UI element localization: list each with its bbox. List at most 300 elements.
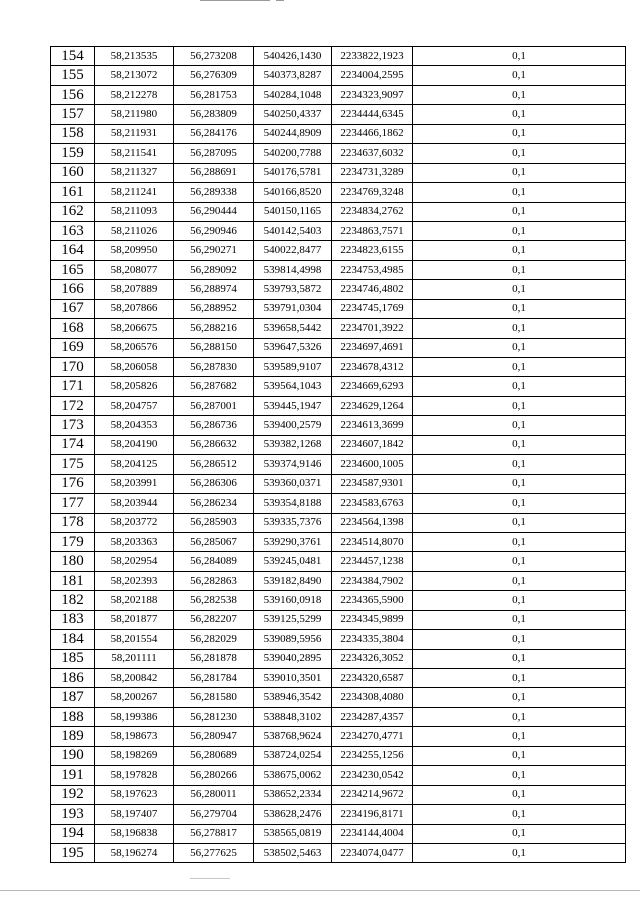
cell-y-coordinate: 2234753,4985	[332, 260, 413, 279]
cell-x-coordinate: 540250,4337	[254, 105, 332, 124]
cell-latitude: 58,203363	[95, 532, 174, 551]
cell-latitude: 58,204353	[95, 416, 174, 435]
cell-longitude: 56,286306	[174, 474, 254, 493]
cell-accuracy: 0,1	[413, 163, 626, 182]
cell-point-number: 191	[51, 766, 95, 785]
cell-point-number: 154	[51, 47, 95, 66]
cell-accuracy: 0,1	[413, 513, 626, 532]
cell-latitude: 58,211093	[95, 202, 174, 221]
table-row	[51, 241, 626, 260]
cell-accuracy: 0,1	[413, 66, 626, 85]
cell-longitude: 56,277625	[174, 843, 254, 862]
cell-longitude: 56,288150	[174, 338, 254, 357]
cell-accuracy: 0,1	[413, 377, 626, 396]
table-row	[51, 552, 626, 571]
cell-accuracy: 0,1	[413, 435, 626, 454]
cell-accuracy: 0,1	[413, 746, 626, 765]
cell-point-number: 158	[51, 124, 95, 143]
table-row	[51, 435, 626, 454]
cell-accuracy: 0,1	[413, 494, 626, 513]
cell-x-coordinate: 539160,0918	[254, 591, 332, 610]
cell-y-coordinate: 2233822,1923	[332, 47, 413, 66]
cell-x-coordinate: 539290,3761	[254, 532, 332, 551]
cell-accuracy: 0,1	[413, 571, 626, 590]
cell-x-coordinate: 540142,5403	[254, 221, 332, 240]
cell-longitude: 56,290271	[174, 241, 254, 260]
cell-point-number: 173	[51, 416, 95, 435]
cell-latitude: 58,208077	[95, 260, 174, 279]
cell-point-number: 178	[51, 513, 95, 532]
cell-x-coordinate: 538724,0254	[254, 746, 332, 765]
cell-latitude: 58,196838	[95, 824, 174, 843]
cell-latitude: 58,198673	[95, 727, 174, 746]
cell-y-coordinate: 2234678,4312	[332, 358, 413, 377]
cell-y-coordinate: 2234629,1264	[332, 396, 413, 415]
cell-accuracy: 0,1	[413, 766, 626, 785]
cell-accuracy: 0,1	[413, 299, 626, 318]
cell-latitude: 58,211327	[95, 163, 174, 182]
cell-point-number: 163	[51, 221, 95, 240]
cell-x-coordinate: 539245,0481	[254, 552, 332, 571]
cell-y-coordinate: 2234514,8070	[332, 532, 413, 551]
cell-longitude: 56,285903	[174, 513, 254, 532]
cell-x-coordinate: 540373,8287	[254, 66, 332, 85]
cell-latitude: 58,211241	[95, 183, 174, 202]
cell-x-coordinate: 539040,2895	[254, 649, 332, 668]
cell-point-number: 192	[51, 785, 95, 804]
cell-x-coordinate: 539658,5442	[254, 319, 332, 338]
cell-longitude: 56,287001	[174, 396, 254, 415]
cell-point-number: 194	[51, 824, 95, 843]
cell-point-number: 160	[51, 163, 95, 182]
cell-y-coordinate: 2234834,2762	[332, 202, 413, 221]
cell-latitude: 58,202954	[95, 552, 174, 571]
cell-latitude: 58,206675	[95, 319, 174, 338]
cell-y-coordinate: 2234697,4691	[332, 338, 413, 357]
table-row	[51, 202, 626, 221]
cell-accuracy: 0,1	[413, 260, 626, 279]
cell-longitude: 56,288691	[174, 163, 254, 182]
cell-accuracy: 0,1	[413, 688, 626, 707]
cell-latitude: 58,206576	[95, 338, 174, 357]
cell-y-coordinate: 2234613,3699	[332, 416, 413, 435]
table-row	[51, 144, 626, 163]
cell-latitude: 58,200842	[95, 669, 174, 688]
cell-longitude: 56,281753	[174, 85, 254, 104]
cell-y-coordinate: 2234144,4004	[332, 824, 413, 843]
cell-longitude: 56,283809	[174, 105, 254, 124]
cell-point-number: 189	[51, 727, 95, 746]
cell-longitude: 56,287682	[174, 377, 254, 396]
cell-x-coordinate: 539182,8490	[254, 571, 332, 590]
cell-longitude: 56,286632	[174, 435, 254, 454]
cell-accuracy: 0,1	[413, 591, 626, 610]
cell-latitude: 58,213535	[95, 47, 174, 66]
cell-x-coordinate: 539647,5326	[254, 338, 332, 357]
table-row	[51, 221, 626, 240]
cell-longitude: 56,284176	[174, 124, 254, 143]
cell-point-number: 167	[51, 299, 95, 318]
table-row	[51, 746, 626, 765]
cell-longitude: 56,276309	[174, 66, 254, 85]
cell-accuracy: 0,1	[413, 319, 626, 338]
cell-y-coordinate: 2234335,3804	[332, 630, 413, 649]
table-row	[51, 47, 626, 66]
cell-point-number: 156	[51, 85, 95, 104]
cell-latitude: 58,203991	[95, 474, 174, 493]
cell-x-coordinate: 538946,3542	[254, 688, 332, 707]
cell-accuracy: 0,1	[413, 727, 626, 746]
coordinates-table-body	[51, 47, 626, 863]
cell-x-coordinate: 540166,8520	[254, 183, 332, 202]
cell-point-number: 165	[51, 260, 95, 279]
table-row	[51, 474, 626, 493]
cell-point-number: 180	[51, 552, 95, 571]
table-row	[51, 785, 626, 804]
cell-y-coordinate: 2234731,3289	[332, 163, 413, 182]
cell-point-number: 166	[51, 280, 95, 299]
cell-accuracy: 0,1	[413, 552, 626, 571]
cell-y-coordinate: 2234323,9097	[332, 85, 413, 104]
cell-y-coordinate: 2234457,1238	[332, 552, 413, 571]
cell-longitude: 56,282207	[174, 610, 254, 629]
cell-latitude: 58,201554	[95, 630, 174, 649]
table-row	[51, 66, 626, 85]
cell-point-number: 161	[51, 183, 95, 202]
cell-longitude: 56,280689	[174, 746, 254, 765]
cell-y-coordinate: 2234669,6293	[332, 377, 413, 396]
cell-longitude: 56,285067	[174, 532, 254, 551]
cell-x-coordinate: 539382,1268	[254, 435, 332, 454]
cell-longitude: 56,287095	[174, 144, 254, 163]
cell-latitude: 58,207866	[95, 299, 174, 318]
cell-y-coordinate: 2234255,1256	[332, 746, 413, 765]
table-row	[51, 669, 626, 688]
cell-point-number: 175	[51, 455, 95, 474]
cell-y-coordinate: 2234345,9899	[332, 610, 413, 629]
cell-y-coordinate: 2234308,4080	[332, 688, 413, 707]
cell-accuracy: 0,1	[413, 707, 626, 726]
cell-point-number: 193	[51, 805, 95, 824]
cell-y-coordinate: 2234701,3922	[332, 319, 413, 338]
cell-latitude: 58,204125	[95, 455, 174, 474]
cell-latitude: 58,211026	[95, 221, 174, 240]
page-bottom-edge	[0, 890, 640, 891]
cell-latitude: 58,200267	[95, 688, 174, 707]
table-row	[51, 455, 626, 474]
cell-y-coordinate: 2234004,2595	[332, 66, 413, 85]
cell-point-number: 159	[51, 144, 95, 163]
cell-y-coordinate: 2234365,5900	[332, 591, 413, 610]
cell-latitude: 58,204190	[95, 435, 174, 454]
cell-x-coordinate: 538675,0062	[254, 766, 332, 785]
cell-x-coordinate: 539374,9146	[254, 455, 332, 474]
table-row	[51, 649, 626, 668]
cell-longitude: 56,286234	[174, 494, 254, 513]
table-row	[51, 105, 626, 124]
cell-latitude: 58,213072	[95, 66, 174, 85]
cell-x-coordinate: 539814,4998	[254, 260, 332, 279]
cell-y-coordinate: 2234320,6587	[332, 669, 413, 688]
cell-accuracy: 0,1	[413, 805, 626, 824]
table-row	[51, 610, 626, 629]
cell-y-coordinate: 2234600,1005	[332, 455, 413, 474]
cell-longitude: 56,289338	[174, 183, 254, 202]
cell-latitude: 58,201111	[95, 649, 174, 668]
cell-longitude: 56,273208	[174, 47, 254, 66]
table-row	[51, 571, 626, 590]
table-row	[51, 513, 626, 532]
cell-x-coordinate: 539089,5956	[254, 630, 332, 649]
cell-longitude: 56,288952	[174, 299, 254, 318]
table-row	[51, 377, 626, 396]
cell-y-coordinate: 2234287,4357	[332, 707, 413, 726]
cell-point-number: 170	[51, 358, 95, 377]
cell-x-coordinate: 538628,2476	[254, 805, 332, 824]
cell-x-coordinate: 539793,5872	[254, 280, 332, 299]
cell-y-coordinate: 2234587,9301	[332, 474, 413, 493]
table-row	[51, 707, 626, 726]
cell-y-coordinate: 2234745,1769	[332, 299, 413, 318]
cell-x-coordinate: 539445,1947	[254, 396, 332, 415]
cell-latitude: 58,204757	[95, 396, 174, 415]
cell-x-coordinate: 540284,1048	[254, 85, 332, 104]
cell-longitude: 56,282538	[174, 591, 254, 610]
cell-y-coordinate: 2234564,1398	[332, 513, 413, 532]
cell-latitude: 58,197407	[95, 805, 174, 824]
cell-y-coordinate: 2234746,4802	[332, 280, 413, 299]
cell-y-coordinate: 2234074,0477	[332, 843, 413, 862]
cell-latitude: 58,207889	[95, 280, 174, 299]
cell-accuracy: 0,1	[413, 610, 626, 629]
cell-y-coordinate: 2234769,3248	[332, 183, 413, 202]
cell-x-coordinate: 538848,3102	[254, 707, 332, 726]
cell-accuracy: 0,1	[413, 241, 626, 260]
cell-point-number: 179	[51, 532, 95, 551]
table-row	[51, 766, 626, 785]
cell-accuracy: 0,1	[413, 785, 626, 804]
scan-edge-mark	[276, 0, 284, 1]
cell-longitude: 56,286512	[174, 455, 254, 474]
cell-accuracy: 0,1	[413, 630, 626, 649]
table-row	[51, 319, 626, 338]
cell-y-coordinate: 2234230,0542	[332, 766, 413, 785]
cell-x-coordinate: 539125,5299	[254, 610, 332, 629]
cell-accuracy: 0,1	[413, 669, 626, 688]
cell-point-number: 190	[51, 746, 95, 765]
cell-point-number: 172	[51, 396, 95, 415]
table-row	[51, 843, 626, 862]
cell-point-number: 171	[51, 377, 95, 396]
scan-edge-mark	[190, 878, 230, 879]
cell-accuracy: 0,1	[413, 824, 626, 843]
cell-point-number: 174	[51, 435, 95, 454]
cell-latitude: 58,211541	[95, 144, 174, 163]
cell-point-number: 183	[51, 610, 95, 629]
cell-longitude: 56,280266	[174, 766, 254, 785]
table-row	[51, 163, 626, 182]
cell-longitude: 56,288974	[174, 280, 254, 299]
table-row	[51, 280, 626, 299]
cell-x-coordinate: 538768,9624	[254, 727, 332, 746]
cell-accuracy: 0,1	[413, 144, 626, 163]
cell-x-coordinate: 539335,7376	[254, 513, 332, 532]
cell-longitude: 56,280011	[174, 785, 254, 804]
cell-latitude: 58,197623	[95, 785, 174, 804]
cell-longitude: 56,278817	[174, 824, 254, 843]
cell-x-coordinate: 539010,3501	[254, 669, 332, 688]
cell-point-number: 168	[51, 319, 95, 338]
cell-point-number: 157	[51, 105, 95, 124]
cell-longitude: 56,282029	[174, 630, 254, 649]
cell-accuracy: 0,1	[413, 124, 626, 143]
cell-latitude: 58,211931	[95, 124, 174, 143]
cell-latitude: 58,205826	[95, 377, 174, 396]
table-row	[51, 824, 626, 843]
cell-point-number: 188	[51, 707, 95, 726]
cell-x-coordinate: 539400,2579	[254, 416, 332, 435]
cell-y-coordinate: 2234270,4771	[332, 727, 413, 746]
table-row	[51, 591, 626, 610]
cell-point-number: 185	[51, 649, 95, 668]
cell-y-coordinate: 2234196,8171	[332, 805, 413, 824]
cell-accuracy: 0,1	[413, 474, 626, 493]
cell-longitude: 56,282863	[174, 571, 254, 590]
cell-x-coordinate: 540022,8477	[254, 241, 332, 260]
cell-x-coordinate: 539589,9107	[254, 358, 332, 377]
cell-longitude: 56,279704	[174, 805, 254, 824]
cell-accuracy: 0,1	[413, 47, 626, 66]
cell-accuracy: 0,1	[413, 416, 626, 435]
cell-point-number: 169	[51, 338, 95, 357]
cell-x-coordinate: 538565,0819	[254, 824, 332, 843]
cell-y-coordinate: 2234444,6345	[332, 105, 413, 124]
cell-point-number: 177	[51, 494, 95, 513]
cell-point-number: 184	[51, 630, 95, 649]
cell-accuracy: 0,1	[413, 649, 626, 668]
table-row	[51, 338, 626, 357]
cell-longitude: 56,280947	[174, 727, 254, 746]
cell-x-coordinate: 539564,1043	[254, 377, 332, 396]
cell-point-number: 187	[51, 688, 95, 707]
cell-x-coordinate: 540150,1165	[254, 202, 332, 221]
cell-latitude: 58,197828	[95, 766, 174, 785]
cell-x-coordinate: 540244,8909	[254, 124, 332, 143]
cell-point-number: 181	[51, 571, 95, 590]
cell-longitude: 56,290946	[174, 221, 254, 240]
cell-point-number: 155	[51, 66, 95, 85]
coordinates-table	[50, 46, 626, 863]
cell-y-coordinate: 2234326,3052	[332, 649, 413, 668]
cell-x-coordinate: 540426,1430	[254, 47, 332, 66]
cell-longitude: 56,284089	[174, 552, 254, 571]
table-row	[51, 630, 626, 649]
cell-accuracy: 0,1	[413, 221, 626, 240]
table-row	[51, 416, 626, 435]
cell-x-coordinate: 539791,0304	[254, 299, 332, 318]
cell-y-coordinate: 2234583,6763	[332, 494, 413, 513]
cell-accuracy: 0,1	[413, 338, 626, 357]
cell-longitude: 56,281230	[174, 707, 254, 726]
cell-latitude: 58,211980	[95, 105, 174, 124]
table-row	[51, 358, 626, 377]
cell-longitude: 56,289092	[174, 260, 254, 279]
cell-latitude: 58,199386	[95, 707, 174, 726]
cell-latitude: 58,202188	[95, 591, 174, 610]
cell-longitude: 56,290444	[174, 202, 254, 221]
cell-x-coordinate: 540176,5781	[254, 163, 332, 182]
cell-accuracy: 0,1	[413, 532, 626, 551]
cell-accuracy: 0,1	[413, 183, 626, 202]
cell-longitude: 56,281784	[174, 669, 254, 688]
cell-latitude: 58,212278	[95, 85, 174, 104]
cell-latitude: 58,209950	[95, 241, 174, 260]
cell-latitude: 58,202393	[95, 571, 174, 590]
cell-x-coordinate: 540200,7788	[254, 144, 332, 163]
cell-point-number: 186	[51, 669, 95, 688]
cell-longitude: 56,288216	[174, 319, 254, 338]
cell-accuracy: 0,1	[413, 105, 626, 124]
cell-y-coordinate: 2234384,7902	[332, 571, 413, 590]
cell-longitude: 56,281580	[174, 688, 254, 707]
table-row	[51, 260, 626, 279]
cell-latitude: 58,198269	[95, 746, 174, 765]
cell-x-coordinate: 539360,0371	[254, 474, 332, 493]
cell-longitude: 56,286736	[174, 416, 254, 435]
cell-latitude: 58,203772	[95, 513, 174, 532]
table-row	[51, 688, 626, 707]
cell-point-number: 176	[51, 474, 95, 493]
cell-point-number: 164	[51, 241, 95, 260]
table-row	[51, 494, 626, 513]
cell-accuracy: 0,1	[413, 843, 626, 862]
cell-y-coordinate: 2234823,6155	[332, 241, 413, 260]
cell-accuracy: 0,1	[413, 396, 626, 415]
cell-point-number: 162	[51, 202, 95, 221]
table-row	[51, 85, 626, 104]
cell-longitude: 56,281878	[174, 649, 254, 668]
cell-latitude: 58,206058	[95, 358, 174, 377]
cell-accuracy: 0,1	[413, 280, 626, 299]
cell-y-coordinate: 2234466,1862	[332, 124, 413, 143]
cell-accuracy: 0,1	[413, 202, 626, 221]
cell-latitude: 58,201877	[95, 610, 174, 629]
cell-x-coordinate: 539354,8188	[254, 494, 332, 513]
cell-accuracy: 0,1	[413, 358, 626, 377]
table-row	[51, 124, 626, 143]
cell-y-coordinate: 2234214,9672	[332, 785, 413, 804]
cell-y-coordinate: 2234607,1842	[332, 435, 413, 454]
table-row	[51, 532, 626, 551]
table-row	[51, 727, 626, 746]
cell-x-coordinate: 538502,5463	[254, 843, 332, 862]
cell-accuracy: 0,1	[413, 455, 626, 474]
cell-accuracy: 0,1	[413, 85, 626, 104]
table-row	[51, 396, 626, 415]
cell-point-number: 195	[51, 843, 95, 862]
cell-x-coordinate: 538652,2334	[254, 785, 332, 804]
table-row	[51, 805, 626, 824]
cell-y-coordinate: 2234637,6032	[332, 144, 413, 163]
cell-latitude: 58,203944	[95, 494, 174, 513]
cell-y-coordinate: 2234863,7571	[332, 221, 413, 240]
cell-longitude: 56,287830	[174, 358, 254, 377]
scan-edge-mark	[200, 0, 270, 1]
table-row	[51, 299, 626, 318]
table-row	[51, 183, 626, 202]
cell-latitude: 58,196274	[95, 843, 174, 862]
cell-point-number: 182	[51, 591, 95, 610]
